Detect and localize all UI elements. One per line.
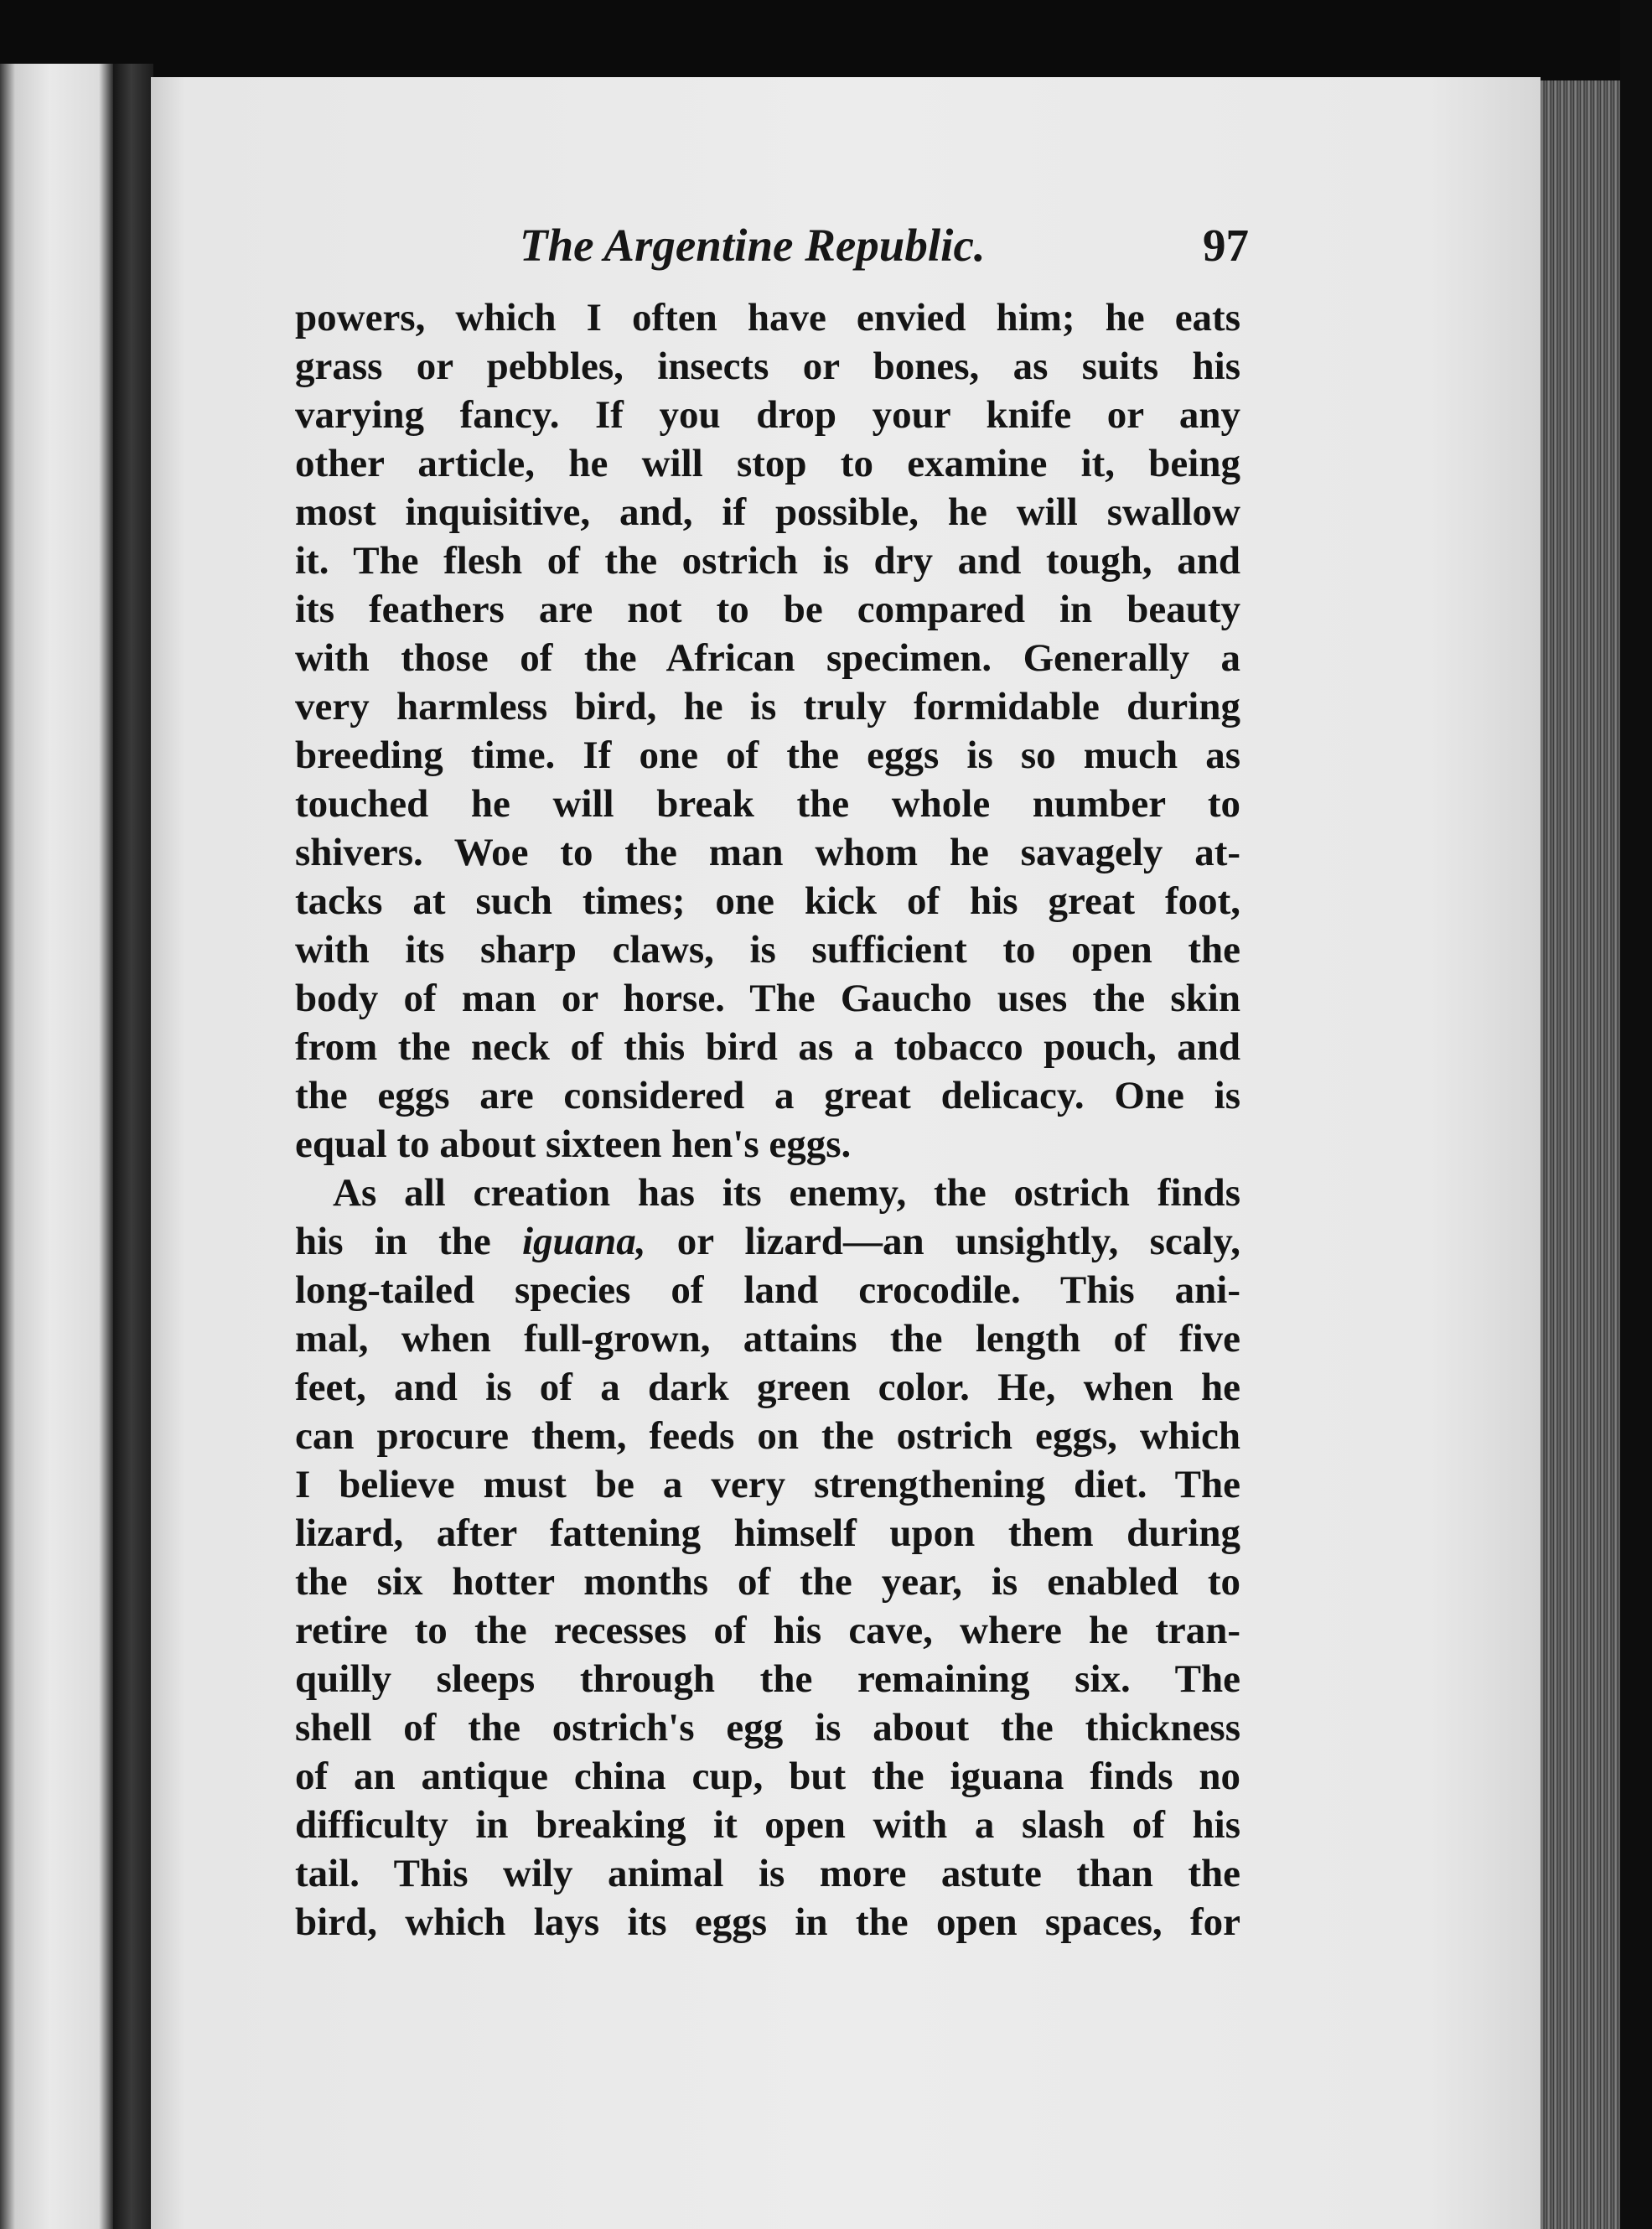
- text-line: quilly sleeps through the remaining six. The: [295, 1657, 1240, 1701]
- scan-background: [1620, 0, 1652, 2229]
- text-line: difficulty in breaking it open with a slash of his: [295, 1803, 1240, 1847]
- text-line: its feathers are not to be compared in beauty: [295, 588, 1240, 631]
- text-line: powers, which I often have envied him; he eats: [295, 296, 1240, 340]
- text-line: long-tailed species of land crocodile. This ani-: [295, 1268, 1240, 1312]
- text-line: bird, which lays its eggs in the open spaces, for: [295, 1900, 1240, 1944]
- text-line: mal, when full-grown, attains the length of five: [295, 1317, 1240, 1361]
- paragraph-start-line: As all creation has its enemy, the ostrich finds: [333, 1171, 1240, 1215]
- running-title: The Argentine Republic.: [520, 220, 986, 271]
- text-line: the eggs are considered a great delicacy. One is: [295, 1074, 1240, 1117]
- text-line: can procure them, feeds on the ostrich eggs, which: [295, 1414, 1240, 1458]
- text-line: of an antique china cup, but the iguana finds no: [295, 1755, 1240, 1798]
- text-line: breeding time. If one of the eggs is so much as: [295, 733, 1240, 777]
- left-facing-page-edge: [0, 64, 113, 2229]
- text-line: most inquisitive, and, if possible, he will swallow: [295, 490, 1240, 534]
- text-line: I believe must be a very strengthening diet. The: [295, 1463, 1240, 1506]
- text-line: varying fancy. If you drop your knife or any: [295, 393, 1240, 437]
- page-number: 97: [1203, 220, 1249, 271]
- text-line: lizard, after fattening himself upon them during: [295, 1511, 1240, 1555]
- text-line: other article, he will stop to examine it, being: [295, 442, 1240, 485]
- text-line: from the neck of this bird as a tobacco pouch, and: [295, 1025, 1240, 1069]
- paragraph-end-line: equal to about sixteen hen's eggs.: [295, 1122, 852, 1166]
- text-line: retire to the recesses of his cave, where he tran-: [295, 1609, 1240, 1652]
- text-line: tacks at such times; one kick of his great foot,: [295, 879, 1240, 923]
- page-stack-edges: [1541, 80, 1620, 2229]
- text-line: with its sharp claws, is sufficient to open the: [295, 928, 1240, 972]
- text-line: body of man or horse. The Gaucho uses the skin: [295, 977, 1240, 1020]
- text-line: [295, 1217, 1240, 1266]
- italic-term-iguana: iguana,: [521, 1220, 646, 1263]
- line-segment: his in the: [295, 1220, 491, 1263]
- running-header: [520, 212, 1249, 279]
- text-line: the six hotter months of the year, is enabled to: [295, 1560, 1240, 1604]
- text-line: it. The flesh of the ostrich is dry and tough, and: [295, 539, 1240, 583]
- text-line: shivers. Woe to the man whom he savagely at-: [295, 831, 1240, 874]
- text-line: with those of the African specimen. Generally a: [295, 636, 1240, 680]
- line-segment: or lizard—an unsightly, scaly,: [676, 1220, 1240, 1263]
- text-line: feet, and is of a dark green color. He, when he: [295, 1366, 1240, 1409]
- text-line: tail. This wily animal is more astute than the: [295, 1852, 1240, 1895]
- body-text: [295, 293, 1240, 1946]
- book-gutter: [113, 64, 153, 2229]
- text-line: very harmless bird, he is truly formidable during: [295, 685, 1240, 728]
- text-line: touched he will break the whole number to: [295, 782, 1240, 826]
- text-line: shell of the ostrich's egg is about the thickness: [295, 1706, 1240, 1750]
- text-line: grass or pebbles, insects or bones, as suits his: [295, 345, 1240, 388]
